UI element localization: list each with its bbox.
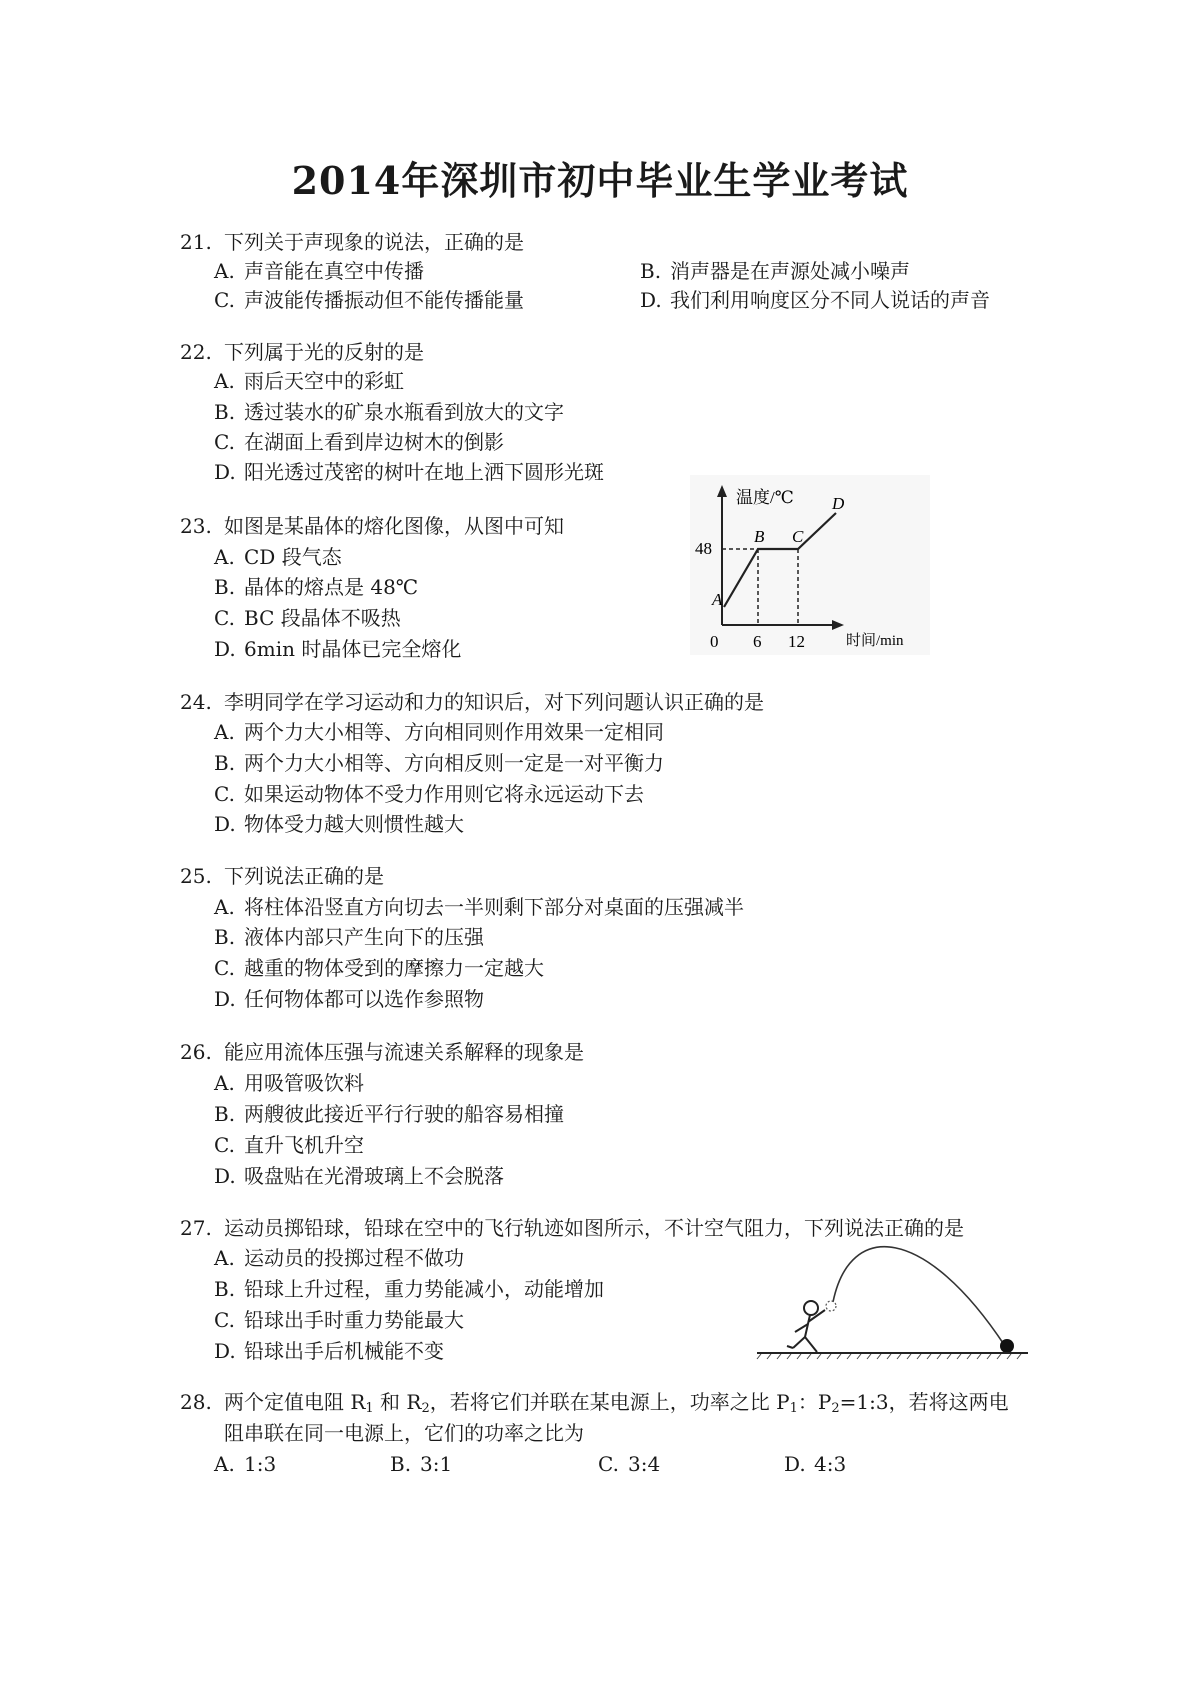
q22-option-b: B. 透过装水的矿泉水瓶看到放大的文字: [214, 400, 564, 424]
q23-option-b: B. 晶体的熔点是 48℃: [214, 575, 419, 599]
question-number: 25.: [180, 864, 212, 888]
point-b-label: B: [754, 527, 765, 546]
q25-option-c: C. 越重的物体受到的摩擦力一定越大: [214, 956, 544, 980]
y-axis-label: 温度/℃: [736, 488, 794, 507]
q22-option-d: D. 阳光透过茂密的树叶在地上洒下圆形光斑: [214, 460, 604, 484]
q21-option-b: B. 消声器是在声源处减小噪声: [640, 259, 910, 283]
q21-option-a: A. 声音能在真空中传播: [214, 259, 424, 283]
q21-stem: [180, 228, 524, 256]
question-text: 如图是某晶体的熔化图像，从图中可知: [224, 514, 564, 538]
athlete-icon: [787, 1301, 825, 1352]
q25-option-d: D. 任何物体都可以选作参照物: [214, 987, 484, 1011]
exam-title: 2014年深圳市初中毕业生学业考试: [291, 158, 909, 203]
x-tick-12: 12: [788, 632, 805, 651]
q27-option-d: D. 铅球出手后机械能不变: [214, 1339, 444, 1363]
q23-stem: [180, 512, 564, 540]
released-ball: [826, 1301, 836, 1311]
q25-option-a: A. 将柱体沿竖直方向切去一半则剩下部分对桌面的压强减半: [214, 895, 744, 919]
q27-option-a: A. 运动员的投掷过程不做功: [214, 1246, 464, 1270]
q26-option-d: D. 吸盘贴在光滑玻璃上不会脱落: [214, 1164, 504, 1188]
melting-graph: [690, 475, 930, 655]
question-text: 下列关于声现象的说法，正确的是: [224, 230, 524, 254]
q26-option-a: A. 用吸管吸饮料: [214, 1071, 364, 1095]
q24-option-c: C. 如果运动物体不受力作用则它将永远运动下去: [214, 782, 644, 806]
x-axis-label: 时间/min: [846, 633, 904, 649]
question-number: 27.: [180, 1216, 212, 1240]
q22-option-c: C. 在湖面上看到岸边树木的倒影: [214, 430, 504, 454]
q21-option-d: D. 我们利用响度区分不同人说话的声音: [640, 288, 990, 312]
q25-stem: [180, 862, 384, 890]
question-number: 24.: [180, 690, 212, 714]
q24-option-b: B. 两个力大小相等、方向相反则一定是一对平衡力: [214, 751, 664, 775]
question-number: 26.: [180, 1040, 212, 1064]
point-a-label: A: [712, 590, 723, 609]
q24-option-d: D. 物体受力越大则惯性越大: [214, 812, 464, 836]
question-text: 李明同学在学习运动和力的知识后，对下列问题认识正确的是: [224, 690, 764, 714]
x-tick-6: 6: [753, 632, 762, 651]
q26-option-b: B. 两艘彼此接近平行行驶的船容易相撞: [214, 1102, 564, 1126]
shot-put-ball: [1000, 1339, 1014, 1353]
question-text: 能应用流体压强与流速关系解释的现象是: [224, 1040, 584, 1064]
q26-option-c: C. 直升飞机升空: [214, 1133, 364, 1157]
q22-option-a: A. 雨后天空中的彩虹: [214, 369, 404, 393]
origin-label: 0: [710, 632, 719, 651]
q28-option-d: D. 4:3: [784, 1452, 847, 1476]
question-number: 21.: [180, 230, 212, 254]
point-c-label: C: [792, 527, 804, 546]
point-d-label: D: [832, 494, 845, 513]
shot-put-figure: [755, 1240, 1030, 1370]
q28-option-c: C. 3:4: [598, 1452, 661, 1476]
q26-stem: [180, 1038, 584, 1066]
y-tick-48: 48: [695, 539, 712, 558]
q27-option-b: B. 铅球上升过程，重力势能减小，动能增加: [214, 1277, 604, 1301]
q28-option-a: A. 1:3: [214, 1452, 277, 1476]
question-text: 下列说法正确的是: [224, 864, 384, 888]
q25-option-b: B. 液体内部只产生向下的压强: [214, 925, 484, 949]
question-text: 运动员掷铅球，铅球在空中的飞行轨迹如图所示，不计空气阻力，下列说法正确的是: [224, 1216, 964, 1240]
q28-stem-line-1: 28. 两个定值电阻 $R_1$ 和 $R_2$，若将它们并联在某电源上，功率之比 $P_1$：$P_2=1:3$，若将这两电: [180, 1390, 1009, 1416]
q27-option-c: C. 铅球出手时重力势能最大: [214, 1308, 464, 1332]
q28-stem-line-2: 阻串联在同一电源上，它们的功率之比为: [224, 1421, 584, 1445]
q23-option-d: D. 6min 时晶体已完全熔化: [214, 637, 462, 661]
q27-stem: [180, 1214, 964, 1242]
q21-option-c: C. 声波能传播振动但不能传播能量: [214, 288, 524, 312]
trajectory-curve: [833, 1247, 1005, 1346]
q22-stem: [180, 338, 424, 366]
q24-option-a: A. 两个力大小相等、方向相同则作用效果一定相同: [214, 720, 664, 744]
q28-option-b: B. 3:1: [390, 1452, 453, 1476]
question-text: 下列属于光的反射的是: [224, 340, 424, 364]
q24-stem: [180, 688, 764, 716]
q23-option-a: A. CD 段气态: [214, 545, 342, 569]
question-number: 22.: [180, 340, 212, 364]
graph-background: [690, 475, 930, 655]
q23-option-c: C. BC 段晶体不吸热: [214, 606, 401, 630]
ground-hatching: [757, 1354, 1021, 1359]
question-number: 23.: [180, 514, 212, 538]
question-number: 28.: [180, 1390, 212, 1414]
